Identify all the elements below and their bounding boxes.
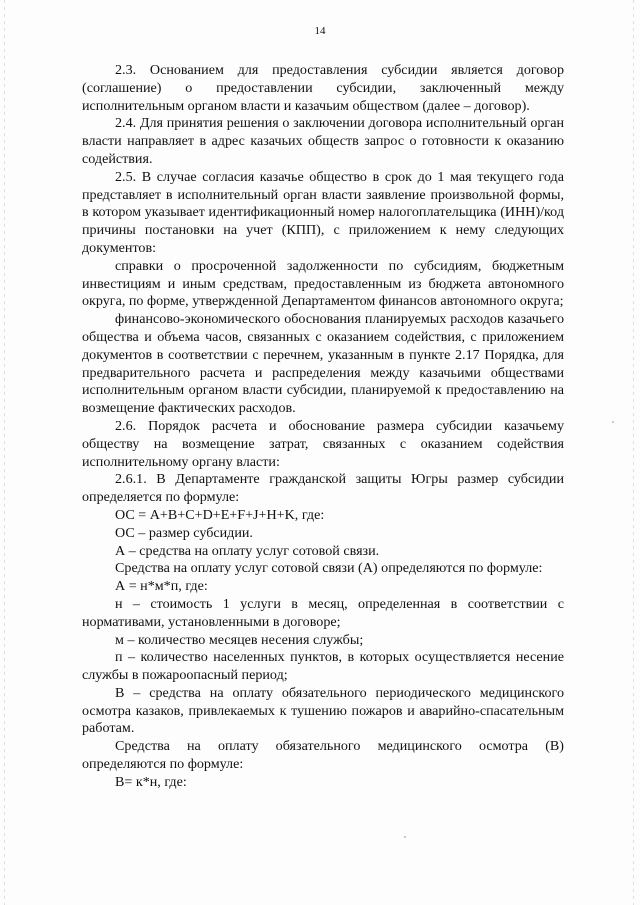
definition-b: В – средства на оплату обязательного периодического медицинского осмотра казаков, привлекаемых к тушению пожаров и аварийно-спасательным работам. bbox=[82, 684, 564, 737]
scan-speck bbox=[404, 836, 406, 838]
paragraph-2-5: 2.5. В случае согласия казачье общество в срок до 1 мая текущего года представляет в исполнительный орган власти заявление произвольной формы, в котором указывает идентификационный номер налогоплательщика (ИНН)/код причины постановки на учет (КПП), с приложением к нему следующих документов: bbox=[82, 168, 564, 256]
definition-m: м – количество месяцев несения службы; bbox=[115, 631, 364, 648]
paragraph-debt-certificate: справки о просроченной задолженности по субсидиям, бюджетным инвестициям и иным средствам, предоставленным из бюджета автономного округа, по форме, утвержденной Департаментом финансов автономного округа; bbox=[82, 257, 564, 310]
paragraph-2-4: 2.4. Для принятия решения о заключении договора исполнительный орган власти направляет в адрес казачьих обществ запрос о готовности к оказанию содействия. bbox=[82, 115, 564, 167]
paragraph-a-formula-intro: Средства на оплату услуг сотовой связи (А) определяются по формуле: bbox=[115, 560, 543, 577]
paragraph-2-6: 2.6. Порядок расчета и обоснование размера субсидии казачьему обществу на возмещение затрат, связанных с оказанием содействия исполнительному органу власти: bbox=[82, 417, 564, 470]
formula-a: А = н*м*п, где: bbox=[115, 578, 208, 595]
definition-a: А – средства на оплату услуг сотовой связи. bbox=[115, 542, 380, 559]
definition-os: ОС – размер субсидии. bbox=[115, 524, 253, 541]
scan-speck bbox=[612, 421, 614, 423]
paragraph-financial-justification: финансово-экономического обоснования планируемых расходов казачьего общества и объема часов, связанных с оказанием содействия, с приложением документов в соответствии с перечнем, указанным в пункте 2.17 Порядка, для предварительного расчета и распределения между казачьими обществами исполнительным органом власти субсидии, планируемой к предоставлению на возмещение фактических расходов. bbox=[82, 311, 564, 417]
scan-edge-left bbox=[4, 0, 5, 905]
definition-p: п – количество населенных пунктов, в которых осуществляется несение службы в пожароопасный период; bbox=[82, 649, 564, 684]
paragraph-2-6-1: 2.6.1. В Департаменте гражданской защиты Югры размер субсидии определяется по формуле: bbox=[82, 471, 564, 506]
paragraph-b-formula-intro: Средства на оплату обязательного медицинского осмотра (В) определяются по формуле: bbox=[82, 738, 564, 773]
formula-subsidy: ОС = A+B+C+D+E+F+J+H+K, где: bbox=[115, 506, 325, 523]
formula-b: В= к*н, где: bbox=[115, 773, 187, 790]
page-number: 14 bbox=[314, 25, 326, 37]
paragraph-2-3: 2.3. Основанием для предоставления субсидии является договор (соглашение) о предоставлении субсидии, заключенный между исполнительным органом власти и казачьим обществом (далее – договор). bbox=[82, 62, 564, 114]
document-body bbox=[82, 62, 564, 792]
definition-n: н – стоимость 1 услуги в месяц, определенная в соответствии с нормативами, установленными в договоре; bbox=[82, 595, 564, 630]
scan-edge-right bbox=[633, 0, 634, 905]
